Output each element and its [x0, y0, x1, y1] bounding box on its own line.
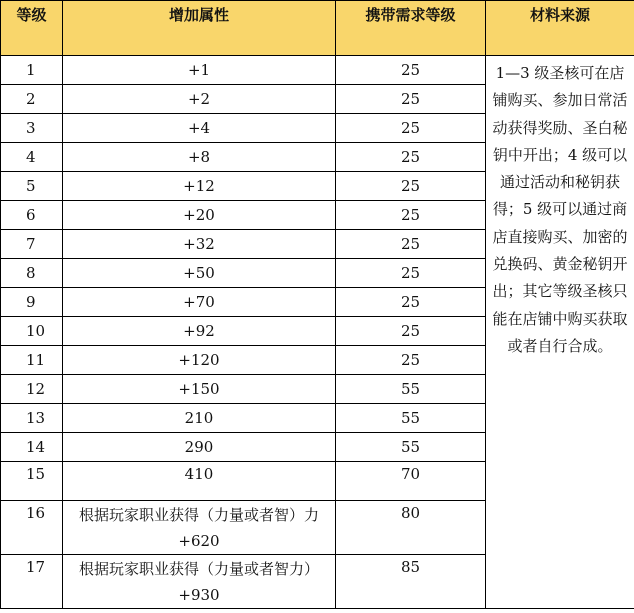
cell-required-level: 70 — [336, 462, 486, 501]
cell-required-level: 85 — [336, 555, 486, 609]
cell-required-level: 55 — [336, 404, 486, 433]
cell-required-level: 25 — [336, 288, 486, 317]
cell-required-level: 25 — [336, 172, 486, 201]
cell-attribute: 根据玩家职业获得（力量或者智）力+620 — [63, 501, 336, 555]
cell-attribute: +50 — [63, 259, 336, 288]
cell-level: 14 — [1, 433, 63, 462]
cell-required-level: 55 — [336, 375, 486, 404]
cell-attribute: +2 — [63, 85, 336, 114]
cell-required-level: 25 — [336, 85, 486, 114]
table-row — [1, 56, 634, 85]
cell-level: 12 — [1, 375, 63, 404]
cell-level: 4 — [1, 143, 63, 172]
header-material-source: 材料来源 — [486, 1, 634, 56]
cell-attribute: +120 — [63, 346, 336, 375]
cell-required-level: 25 — [336, 230, 486, 259]
cell-required-level: 55 — [336, 433, 486, 462]
cell-required-level: 25 — [336, 201, 486, 230]
cell-level: 1 — [1, 56, 63, 85]
cell-required-level: 80 — [336, 501, 486, 555]
cell-level: 17 — [1, 555, 63, 609]
cell-attribute: +4 — [63, 114, 336, 143]
cell-level: 13 — [1, 404, 63, 433]
cell-required-level: 25 — [336, 56, 486, 85]
cell-attribute: +1 — [63, 56, 336, 85]
cell-level: 7 — [1, 230, 63, 259]
cell-attribute: 根据玩家职业获得（力量或者智力）+930 — [63, 555, 336, 609]
header-level: 等级 — [1, 1, 63, 56]
cell-attribute: 210 — [63, 404, 336, 433]
cell-level: 2 — [1, 85, 63, 114]
cell-attribute: +12 — [63, 172, 336, 201]
cell-required-level: 25 — [336, 317, 486, 346]
cell-attribute: +20 — [63, 201, 336, 230]
cell-level: 5 — [1, 172, 63, 201]
cell-required-level: 25 — [336, 346, 486, 375]
cell-level: 11 — [1, 346, 63, 375]
cell-required-level: 25 — [336, 143, 486, 172]
cell-required-level: 25 — [336, 114, 486, 143]
cell-attribute: +70 — [63, 288, 336, 317]
header-row — [1, 1, 634, 56]
cell-attribute: 410 — [63, 462, 336, 501]
header-required-level: 携带需求等级 — [336, 1, 486, 56]
cell-required-level: 25 — [336, 259, 486, 288]
cell-level: 16 — [1, 501, 63, 555]
cell-attribute: +8 — [63, 143, 336, 172]
cell-attribute: +32 — [63, 230, 336, 259]
cell-level: 3 — [1, 114, 63, 143]
header-attribute: 增加属性 — [63, 1, 336, 56]
cell-level: 8 — [1, 259, 63, 288]
cell-attribute: 290 — [63, 433, 336, 462]
cell-material-source: 1—3 级圣核可在店铺购买、参加日常活动获得奖励、圣白秘钥中开出；4 级可以通过活动和秘钥获得；5 级可以通过商店直接购买、加密的兑换码、黄金秘钥开出；其它等级圣核只能在店铺中购买获取或者自行合成。 — [486, 56, 634, 609]
cell-level: 15 — [1, 462, 63, 501]
cell-attribute: +92 — [63, 317, 336, 346]
cell-level: 9 — [1, 288, 63, 317]
cell-attribute: +150 — [63, 375, 336, 404]
cell-level: 6 — [1, 201, 63, 230]
cell-level: 10 — [1, 317, 63, 346]
